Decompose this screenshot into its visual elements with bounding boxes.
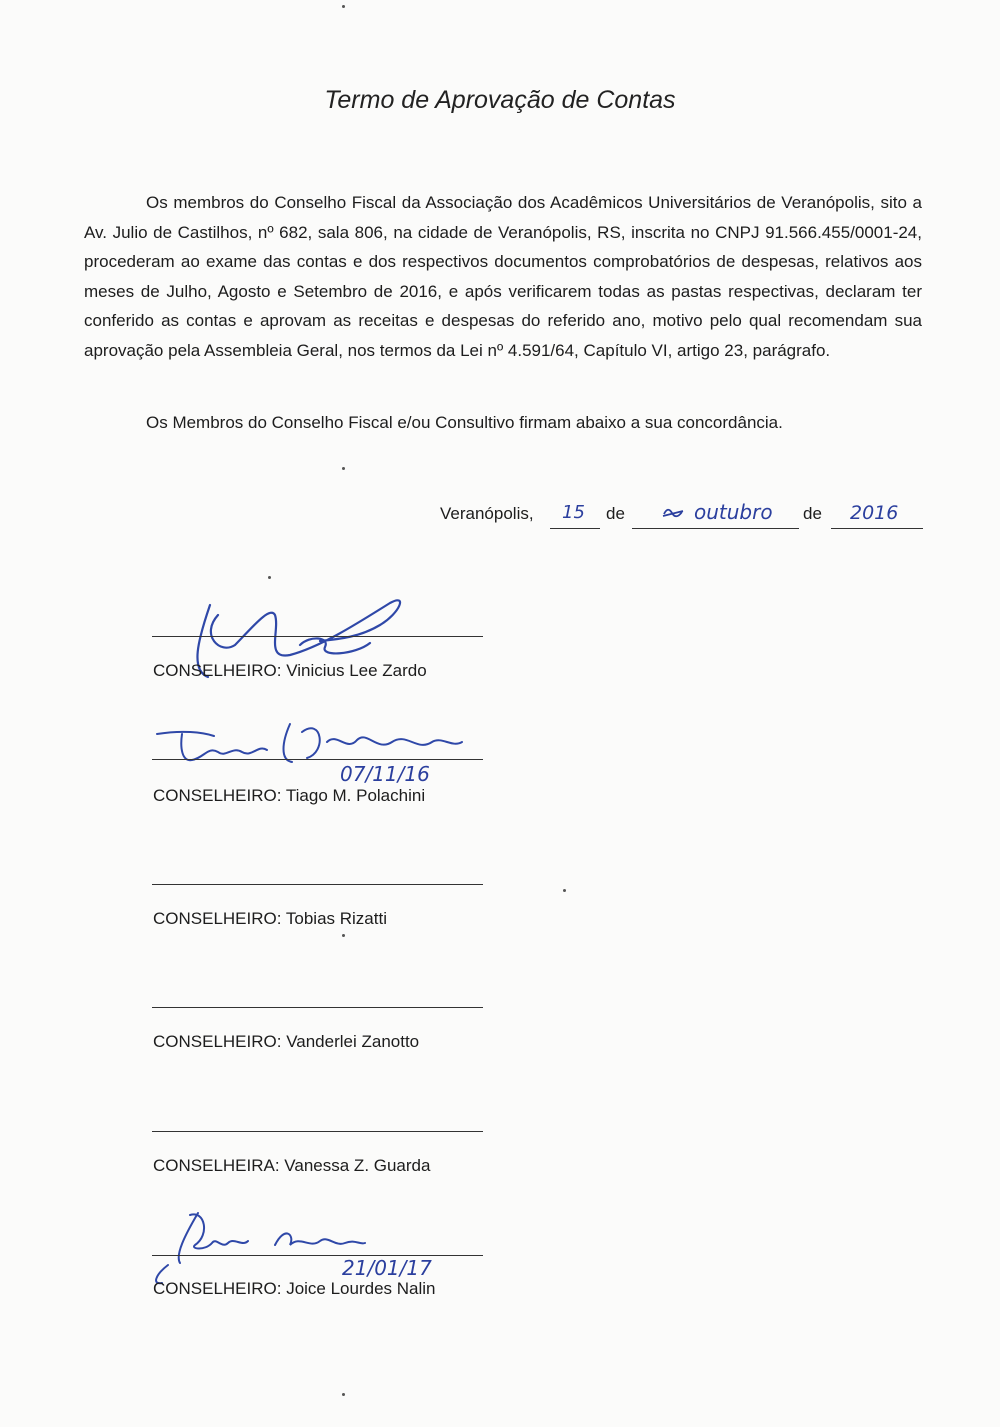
signatory-label-3: CONSELHEIRO: Tobias Rizatti bbox=[153, 909, 387, 928]
scan-speck bbox=[563, 889, 566, 892]
day-blank bbox=[550, 528, 600, 529]
dateline-de-2: de bbox=[803, 504, 822, 523]
signature-date-6: 21/01/17 bbox=[342, 1256, 432, 1280]
dateline bbox=[440, 500, 940, 534]
dateline-day: 15 bbox=[562, 502, 585, 523]
scan-speck bbox=[342, 467, 345, 470]
dateline-month: outubro bbox=[694, 500, 773, 524]
signature-line-6 bbox=[152, 1255, 483, 1256]
dateline-year: 2016 bbox=[850, 502, 899, 524]
signatory-label-6: CONSELHEIRO: Joice Lourdes Nalin bbox=[153, 1279, 436, 1298]
document-title: Termo de Aprovação de Contas bbox=[324, 86, 676, 114]
signatory-label-4: CONSELHEIRO: Vanderlei Zanotto bbox=[153, 1032, 420, 1051]
signature-line-2 bbox=[152, 759, 483, 760]
scan-speck bbox=[342, 1393, 345, 1396]
struck-text-mark bbox=[662, 504, 684, 520]
scan-speck bbox=[342, 5, 345, 8]
signatory-label-2: CONSELHEIRO: Tiago M. Polachini bbox=[153, 786, 426, 805]
signatory-label-5: CONSELHEIRA: Vanessa Z. Guarda bbox=[153, 1156, 431, 1175]
approval-paragraph: Os membros do Conselho Fiscal da Associação dos Acadêmicos Universitários de Veranópolis, sito a Av. Julio de Castilhos, nº 682, sala 806, na cidade de Veranópolis, RS, inscrita no CNPJ 91.566.455/0001-24, procederam ao exame das contas e dos respectivos documentos comprobatórios de despesas, relativos aos meses de Julho, Agosto e Setembro de 2016, e após verificarem todas as pastas respectivas, declaram ter conferido as contas e aprovam as receitas e despesas do referido ano, motivo pelo qual recomendam sua aprovação pela Assembleia Geral, nos termos da Lei nº 4.591/64, Capítulo VI, artigo 23, parágrafo. bbox=[84, 193, 922, 360]
signatory-label-1: CONSELHEIRO: Vinicius Lee Zardo bbox=[153, 661, 427, 680]
signature-line-3 bbox=[152, 884, 483, 885]
signature-line-1 bbox=[152, 636, 483, 637]
year-blank bbox=[831, 528, 923, 529]
dateline-city: Veranópolis, bbox=[440, 504, 534, 523]
signature-line-5 bbox=[152, 1131, 483, 1132]
scan-speck bbox=[342, 934, 345, 937]
month-blank bbox=[632, 528, 799, 529]
scan-speck bbox=[268, 576, 271, 579]
signature-date-2: 07/11/16 bbox=[340, 762, 430, 786]
agreement-paragraph: Os Membros do Conselho Fiscal e/ou Consultivo firmam abaixo a sua concordância. bbox=[146, 413, 783, 432]
signature-line-4 bbox=[152, 1007, 483, 1008]
dateline-de-1: de bbox=[606, 504, 625, 523]
